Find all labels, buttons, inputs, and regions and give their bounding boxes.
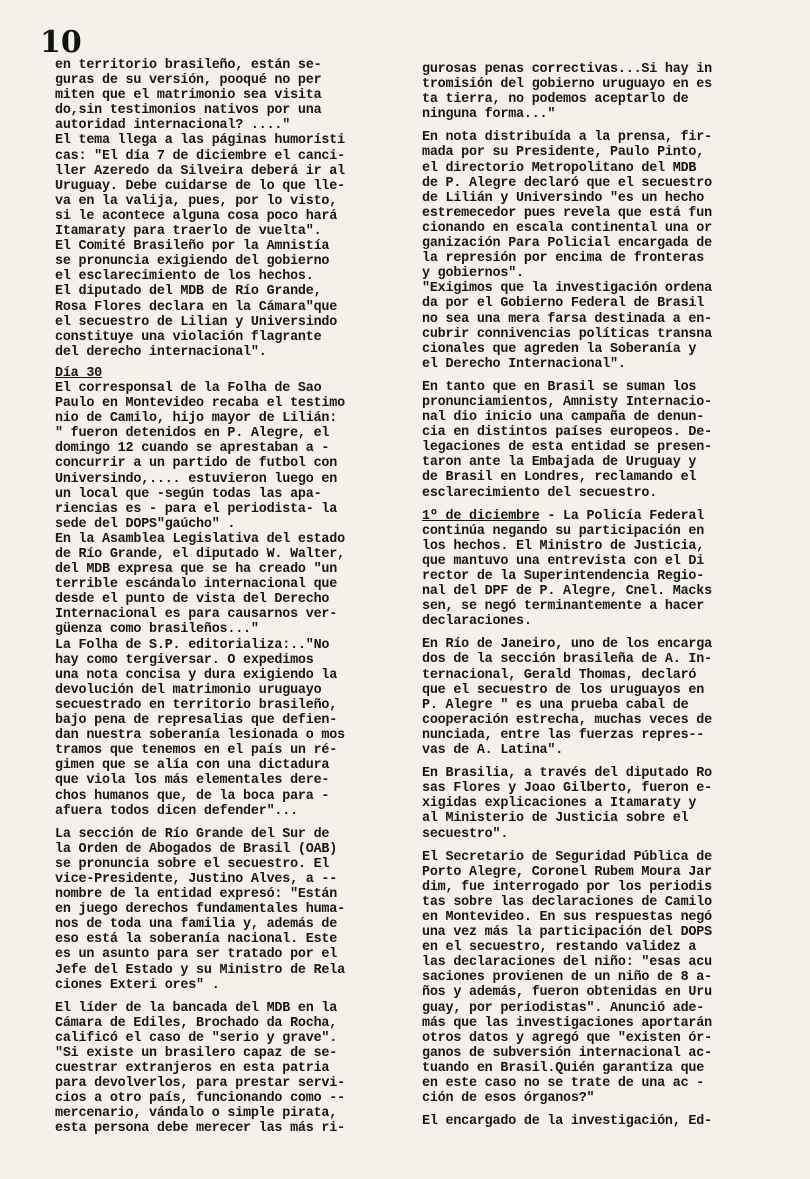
right-paragraph-4-body: continúa negando su participación en los hechos. El Ministro de Justicia, que mantuvo una entrevista con el Di rector de la Superintendencia Regio- nal del DPF de P. Alegre, Cnel. Macks sen, se negó terminantemente a hacer declaraciones. xyxy=(422,523,712,630)
left-paragraph-2: El corresponsal de la Folha de Sao Paulo en Montevideo recaba el testimo nio de Camilo, hijo mayor de Lilián: " fueron detenidos en P. Alegre, el domingo 12 cuando se aprestaban a - concurrir a un partido de futbol con Universindo,.... estuvieron luego en un local que -según todas las apa- riencias es - para el periodista- la sede del DOPS"gaúcho" . En la Asamblea Legislativa del estado de Río Grande, el diputado W. Walter, del MDB expresa que se ha creado "un terrible escándalo internacional que desde el punto de vista del Derecho Internacional es para causarnos ver- güenza como brasileños..." La Folha de S.P. editorializa:.."No hay como tergiversar. O expedimos una nota concisa y dura exigiendo la devolución del matrimonio uruguayo secuestrado en territorio brasileño, bajo pena de represalias que defien- dan nuestra soberanía lesionada o mos tramos que tenemos en el país un ré- gimen que se alía con una dictadura que viola los más elementales dere- chos humanos que, de la boca para - afuera todos dicen defender"... xyxy=(55,380,345,819)
section-heading-dia-30: Día 30 xyxy=(55,365,103,381)
page-number: 10 xyxy=(40,25,82,60)
right-paragraph-7: El Secretario de Seguridad Pública de Porto Alegre, Coronel Rubem Moura Jar dim, fue interrogado por los periodis tas sobre las declaraciones de Camilo en Montevideo. En sus respuestas negó una vez más la participación del DOPS en el secuestro, restando validez a las declaraciones del niño: "esas acu saciones provienen de un niño de 8 a- ños y además, fueron obtenidas en Uru guay, por periodistas". Anunció ade- más que las investigaciones aportarán otros datos y agregó que "existen ór- ganos de subversión internacional ac- tuando en Brasil.Quién garantiza que en este caso no se trate de una ac - ción de esos órganos?" xyxy=(422,849,712,1107)
right-paragraph-1: gurosas penas correctivas...Si hay in tromisión del gobierno uruguayo en es ta tierra, no podemos aceptarlo de ninguna forma..." xyxy=(422,62,712,123)
right-paragraph-2: En nota distribuída a la prensa, fir- mada por su Presidente, Paulo Pinto, el directorio Metropolitano del MDB de P. Alegre declaró que el secuestro de Lilián y Universindo "es un hecho estremecedor pues revela que está fun cionando en escala continental una or ganización Para Policial encargada de la represión por encima de fronteras y gobiernos". "Exigimos que la investigación ordena da por el Gobierno Federal de Brasil no sea una mera farsa destinada a en- cubrir connivencias políticas transna cionales que agreden la Soberanía y el Derecho Internacional". xyxy=(422,130,712,372)
right-paragraph-6: En Brasilia, a través del diputado Ro sas Flores y Joao Gilberto, fueron e- xigidas explicaciones a Itamaraty y al Ministerio de Justicia sobre el secuestro". xyxy=(422,766,712,842)
left-paragraph-4: El líder de la bancada del MDB en la Cámara de Ediles, Brochado da Rocha, calificó el caso de "serio y grave". "Si existe un brasilero capaz de se- cuestrar extranjeros en esta patria para devolverlos, para prestar servi- cios a otro país, funcionando como -- mercenario, vándalo o simple pirata, esta persona debe merecer las más ri- xyxy=(55,1000,345,1137)
left-paragraph-3: La sección de Río Grande del Sur de la Orden de Abogados de Brasil (OAB) se pronuncia sobre el secuestro. El vice-Presidente, Justino Alves, a -- nombre de la entidad expresó: "Están en juego derechos fundamentales huma- nos de toda una familia y, además de eso está la soberanía nacional. Este es un asunto para ser tratado por el Jefe del Estado y su Ministro de Rela ciones Exteri ores" . xyxy=(55,826,345,993)
left-column xyxy=(55,58,400,1137)
right-paragraph-3: En tanto que en Brasil se suman los pronunciamientos, Amnisty Internacio- nal dio inicio una campaña de denun- cia en distintos países europeos. De- legaciones de esta entidad se presen- taron ante la Embajada de Uruguay y de Brasil en Londres, reclamando el esclarecimiento del secuestro. xyxy=(422,379,712,501)
right-paragraph-4 xyxy=(422,509,772,630)
right-paragraph-4-lead: - La Policía Federal xyxy=(539,508,705,524)
left-paragraph-1: en territorio brasileño, están se- guras de su versión, pooqué no per miten que el matrimonio sea visita do,sin testimonios nativos por una autoridad internacional? ...." El tema llega a las páginas humorísti cas: "El día 7 de diciembre el canci- ller Azeredo da Silveira deberá ir al Uruguay. Debe cuidarse de lo que lle- va en la valija, pues, por lo visto, si le acontece alguna cosa poco hará Itamaraty para traerlo de vuelta". El Comité Brasileño por la Amnistía se pronuncia exigiendo del gobierno el esclarecimiento de los hechos. El diputado del MDB de Río Grande, Rosa Flores declara en la Cámara"que el secuestro de Lilian y Universindo constituye una violación flagrante del derecho internacional". xyxy=(55,58,345,360)
right-column xyxy=(422,62,772,1129)
section-date-1-diciembre: 1º de diciembre xyxy=(422,508,540,524)
right-paragraph-8: El encargado de la investigación, Ed- xyxy=(422,1114,712,1130)
right-paragraph-5: En Río de Janeiro, uno de los encarga dos de la sección brasileña de A. In- ternacional, Gerald Thomas, declaró que el secuestro de los uruguayos en P. Alegre " es una prueba cabal de cooperación estrecha, muchas veces de nunciada, entre las fuerzas repres-- vas de A. Latina". xyxy=(422,637,712,759)
